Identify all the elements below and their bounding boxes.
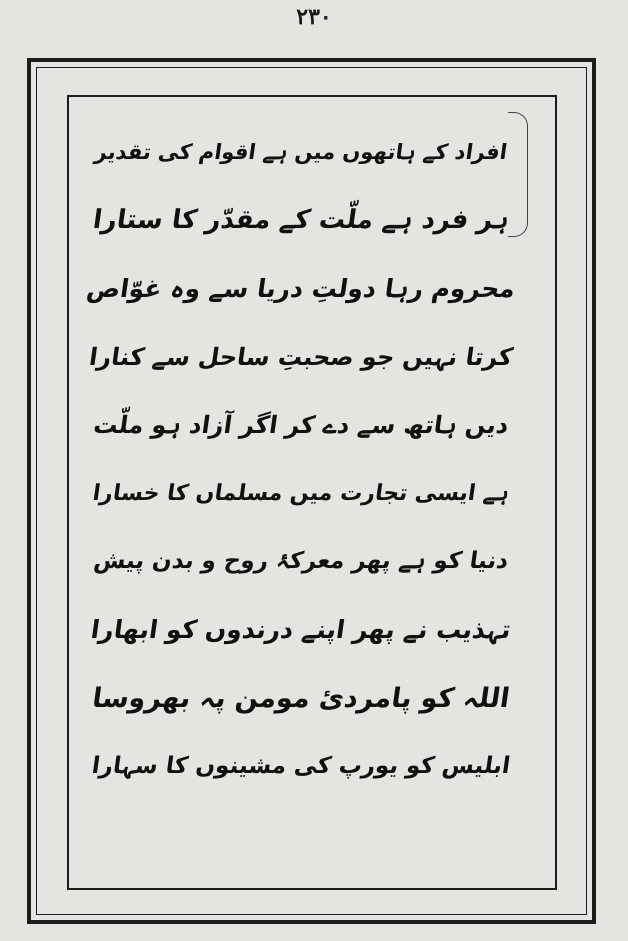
verse-line: کرتا نہیں جو صحبتِ ساحل سے کنارا (87, 342, 515, 371)
poem-verses (86, 118, 516, 800)
verse-line: تہذیب نے پھر اپنے درندوں کو ابھارا (89, 614, 513, 644)
verse-line: اللہ کو پامردئ مومن پہ بھروسا (90, 682, 512, 714)
verse-line: دیں ہاتھ سے دے کر اگر آزاد ہو ملّت (91, 410, 511, 439)
verse-line: ابلیس کو یورپ کی مشینوں کا سہارا (90, 752, 512, 779)
verse-line: محروم رہا دولتِ دریا سے وہ غوّاص (84, 273, 518, 303)
verse-line: ہے ایسی تجارت میں مسلماں کا خسارا (91, 480, 511, 506)
page-number: ۲۳۰ (296, 4, 332, 30)
verse-line: ہر فرد ہے ملّت کے مقدّر کا ستارا (90, 205, 512, 236)
verse-line: دنیا کو ہے پھر معرکۂ روح و بدن پیش (92, 548, 510, 575)
verse-line: افراد کے ہاتھوں میں ہے اقوام کی تقدیر (93, 140, 509, 165)
